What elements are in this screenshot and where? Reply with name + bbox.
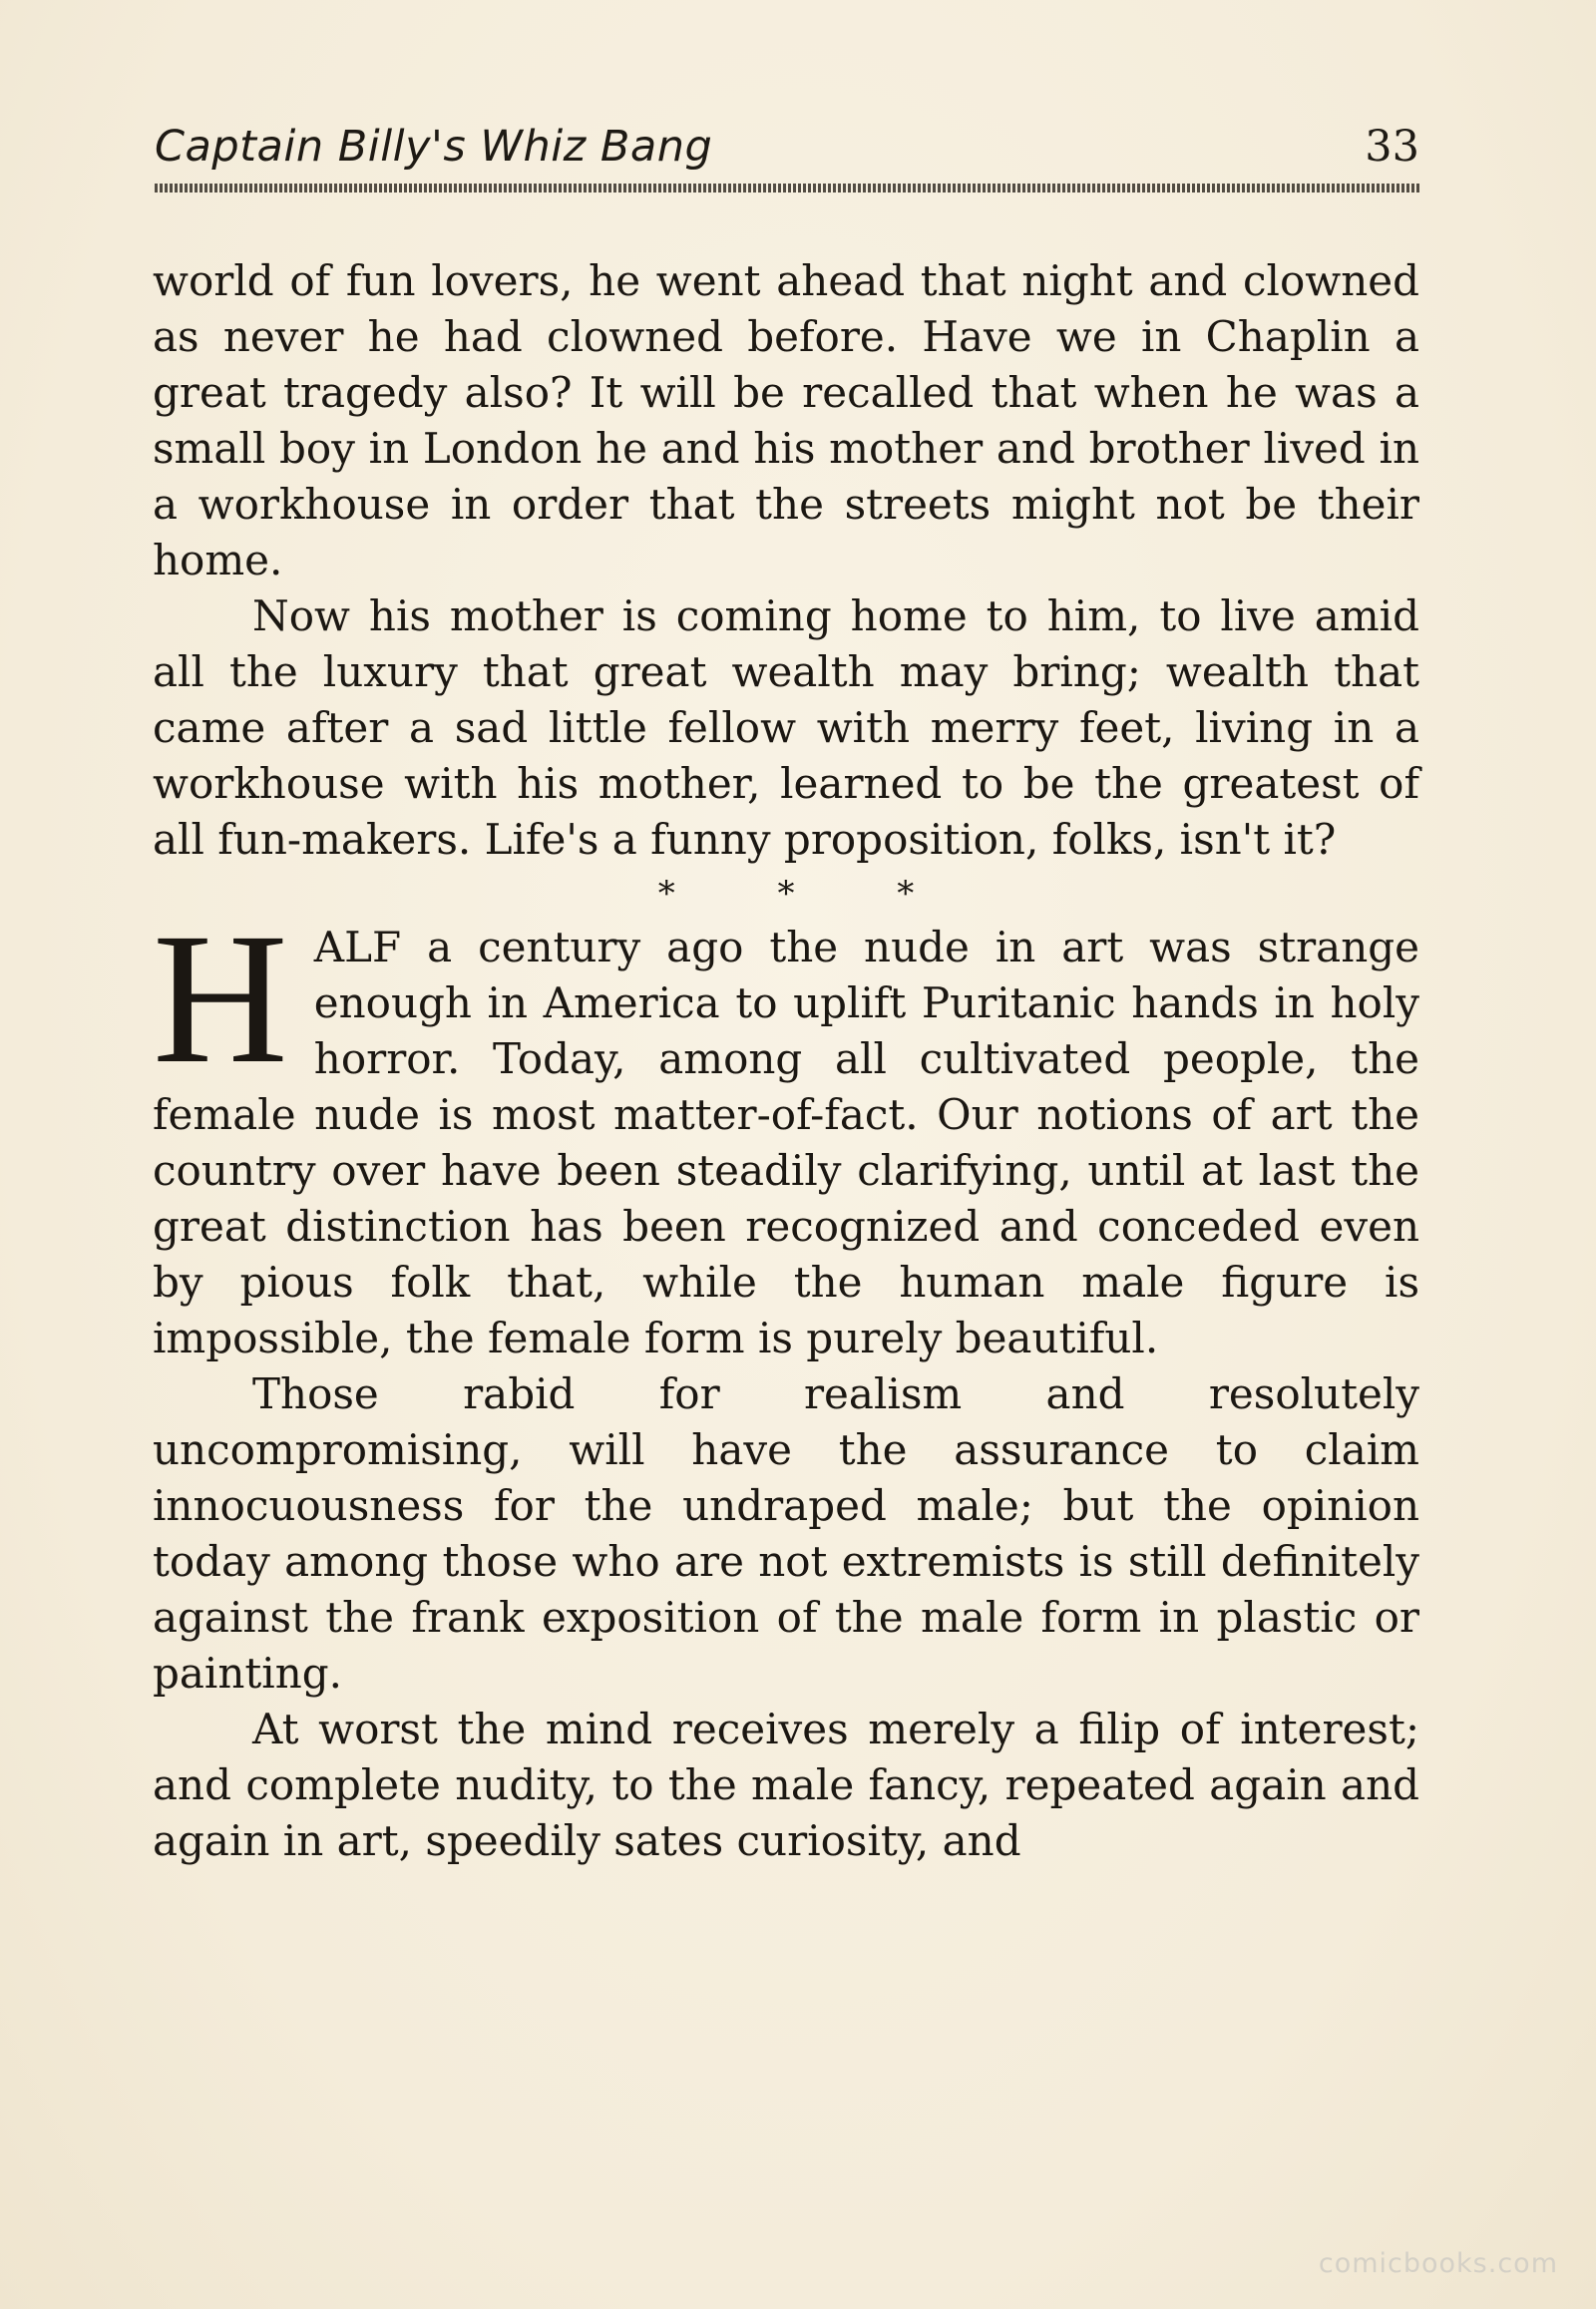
article-body: [153, 253, 1419, 1869]
watermark: comicbooks.com: [1318, 2248, 1558, 2279]
paragraph-5: At worst the mind receives merely a filip of interest; and complete nudity, to the male fancy, repeated again and again in art, speedily sates curiosity, and: [153, 1705, 1419, 1865]
running-header: [155, 122, 1419, 182]
paragraph-4: Those rabid for realism and resolutely uncompromising, will have the assurance to claim innocuousness for the undraped male; but the opinion today among those who are not extremists is still definitely against the frank exposition of the male form in plastic or painting.: [153, 1369, 1419, 1698]
header-rule: [155, 184, 1419, 192]
paragraph-2: Now his mother is coming home to him, to live amid all the luxury that great wealth may bring; wealth that came after a sad little fellow with merry feet, living in a workhouse with his mother, learned to be the greatest of all fun-makers. Life's a funny proposition, folks, isn't it?: [153, 591, 1419, 864]
page-number: 33: [1365, 122, 1419, 172]
drop-cap: H: [153, 894, 288, 1102]
paragraph-1: world of fun lovers, he went ahead that night and clowned as never he had clowned before. Have we in Chaplin a great tragedy also? It will be recalled that when he was a small boy in London he and his mother and brother lived in a workhouse in order that the streets might not be their home.: [153, 256, 1419, 584]
paragraph-3: [153, 894, 1419, 1366]
running-title: Captain Billy's Whiz Bang: [155, 122, 713, 172]
section-separator: * * *: [657, 874, 961, 914]
paragraph-3-text: ALF a century ago the nude in art was strange enough in America to uplift Puritanic hands in holy horror. Today, among all cultivated people, the female nude is most matter-of-fact. Our notions of art the country over have been steadily clarifying, until at last the great distinction has been recognized and conceded even by pious folk that, while the human male figure is impossible, the female form is purely beautiful.: [153, 923, 1419, 1362]
